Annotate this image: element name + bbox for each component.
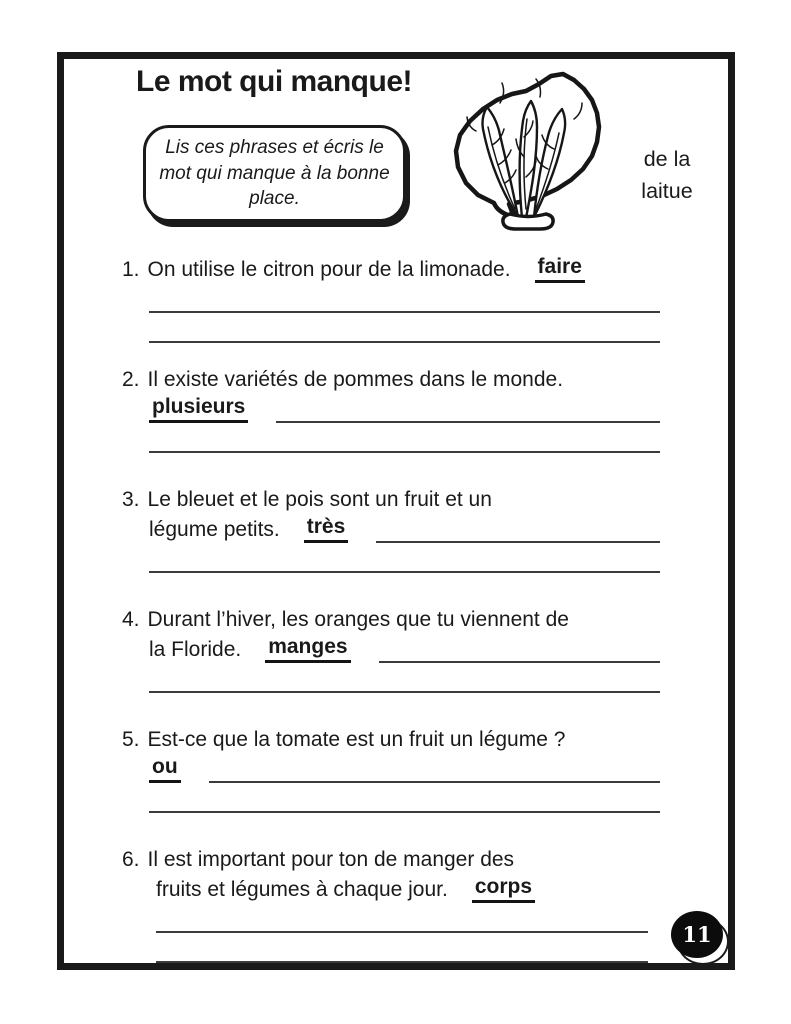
question-row xyxy=(122,483,660,513)
answer-blank[interactable] xyxy=(379,658,660,663)
question-text: Il est important pour ton de manger des xyxy=(147,848,515,871)
question-row xyxy=(122,423,660,453)
answer-word: faire xyxy=(535,255,585,283)
answer-blank[interactable] xyxy=(209,778,660,783)
question-row xyxy=(122,933,660,963)
answer-blank[interactable] xyxy=(376,538,660,543)
question-number: 6. xyxy=(122,848,140,871)
answer-blank[interactable] xyxy=(149,448,660,453)
question-5 xyxy=(122,723,660,813)
answer-blank[interactable] xyxy=(149,568,660,573)
question-row xyxy=(122,903,660,933)
badge-disc xyxy=(671,911,723,958)
question-row xyxy=(122,253,660,283)
question-4 xyxy=(122,603,660,693)
instruction-text: Lis ces phrases et écris le mot qui manque à la bonne place. xyxy=(159,137,390,210)
answer-word: manges xyxy=(265,635,350,663)
question-text: Durant l’hiver, les oranges que tu viennent de xyxy=(147,608,569,631)
question-row xyxy=(122,753,660,783)
answer-blank[interactable] xyxy=(149,338,660,343)
question-number: 3. xyxy=(122,488,140,511)
page-number: 11 xyxy=(682,922,712,947)
question-6 xyxy=(122,843,660,963)
answer-word: plusieurs xyxy=(149,395,248,423)
question-1 xyxy=(122,253,660,343)
question-row xyxy=(122,873,660,903)
answer-word: très xyxy=(304,515,349,543)
page-number-badge xyxy=(671,911,731,967)
question-text: Le bleuet et le pois sont un fruit et un xyxy=(147,488,492,511)
question-number: 4. xyxy=(122,608,140,631)
answer-blank[interactable] xyxy=(156,958,648,963)
answer-blank[interactable] xyxy=(149,808,660,813)
answer-blank[interactable] xyxy=(156,928,648,933)
question-number: 2. xyxy=(122,368,140,391)
question-row xyxy=(122,783,660,813)
questions xyxy=(64,59,728,963)
question-text: légume petits. xyxy=(149,518,280,541)
question-row xyxy=(122,843,660,873)
question-3 xyxy=(122,483,660,573)
page-border-frame xyxy=(57,52,735,970)
question-2 xyxy=(122,363,660,453)
question-number: 5. xyxy=(122,728,140,751)
answer-word: corps xyxy=(472,875,535,903)
question-row xyxy=(122,283,660,313)
question-row xyxy=(122,363,660,393)
answer-blank[interactable] xyxy=(149,688,660,693)
page-title: Le mot qui manque! xyxy=(136,65,412,98)
question-row xyxy=(122,663,660,693)
question-text: fruits et légumes à chaque jour. xyxy=(156,878,448,901)
question-text: On utilise le citron pour de la limonade. xyxy=(147,258,511,281)
question-number: 1. xyxy=(122,258,140,281)
answer-word: ou xyxy=(149,755,181,783)
image-caption-line: de la xyxy=(643,147,691,171)
question-row xyxy=(122,393,660,423)
question-row xyxy=(122,543,660,573)
question-row xyxy=(122,723,660,753)
question-row xyxy=(122,313,660,343)
question-row xyxy=(122,513,660,543)
question-text: la Floride. xyxy=(149,638,242,661)
question-row xyxy=(122,603,660,633)
answer-blank[interactable] xyxy=(276,418,660,423)
image-caption-line: laitue xyxy=(641,179,693,203)
question-text: Est-ce que la tomate est un fruit un légume ? xyxy=(147,728,566,751)
question-row xyxy=(122,633,660,663)
answer-blank[interactable] xyxy=(149,308,660,313)
question-text: Il existe variétés de pommes dans le monde. xyxy=(147,368,564,391)
